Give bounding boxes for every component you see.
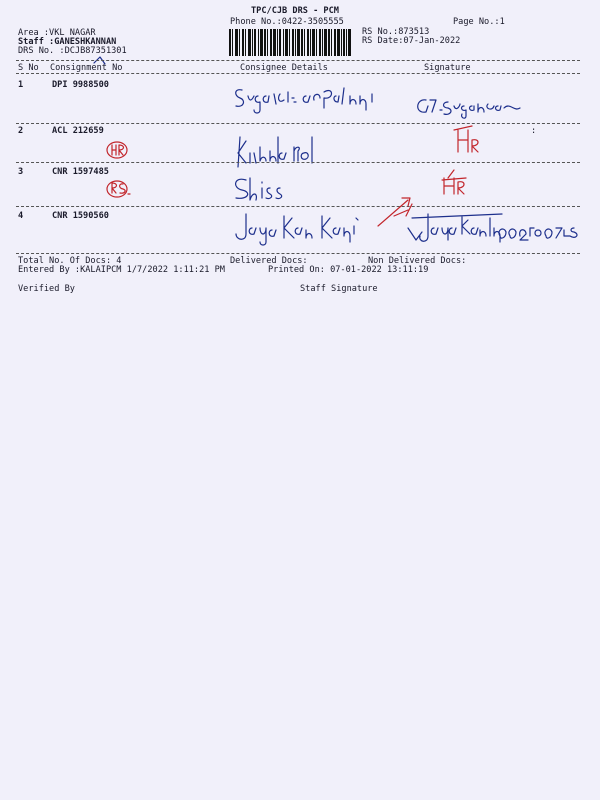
- total-docs: Total No. Of Docs: 4: [18, 256, 122, 266]
- col-header-consignment: Consignment No: [50, 63, 123, 73]
- row-consignment: ACL 212659: [52, 126, 104, 136]
- rs-number: RS No.:873513: [362, 27, 430, 37]
- delivered-docs: Delivered Docs:: [230, 256, 308, 266]
- row-consignment: CNR 1597485: [52, 167, 109, 177]
- verified-by: Verified By: [18, 284, 75, 294]
- rs-stamp-icon: [104, 178, 132, 200]
- handwritten-signature: [448, 122, 484, 156]
- handwritten-consignee: [230, 133, 330, 169]
- handwritten-consignee: [232, 174, 292, 202]
- row-sno: 3: [18, 167, 24, 177]
- col-header-signature: Signature: [424, 63, 471, 73]
- printed-on: Printed On: 07-01-2022 13:11:19: [268, 265, 429, 275]
- row-sno: 2: [18, 126, 24, 136]
- row-sno: 4: [18, 211, 24, 221]
- col-header-sno: S No: [18, 63, 39, 73]
- entered-by: Entered By :KALAIPCM 1/7/2022 1:11:21 PM: [18, 265, 225, 275]
- rs-date: RS Date:07-Jan-2022: [362, 36, 461, 46]
- row-consignment: CNR 1590560: [52, 211, 109, 221]
- divider: [16, 73, 580, 74]
- drs-number: DRS No. :DCJB87351301: [18, 46, 127, 56]
- divider: [16, 60, 580, 61]
- staff-label: Staff :GANESHKANNAN: [18, 37, 117, 47]
- row-sno: 1: [18, 80, 24, 90]
- hr-stamp-icon: [104, 139, 130, 161]
- row-consignment: DPI 9988500: [52, 80, 109, 90]
- divider: [16, 123, 580, 124]
- non-delivered-docs: Non Delivered Docs:: [368, 256, 467, 266]
- page-number: Page No.:1: [453, 17, 505, 27]
- handwritten-signature: [404, 206, 584, 252]
- tick-mark: :: [531, 126, 537, 136]
- handwritten-consignee: [232, 210, 362, 244]
- phone-number: Phone No.:0422-3505555: [230, 17, 344, 27]
- staff-signature: Staff Signature: [300, 284, 378, 294]
- col-header-consignee: Consignee Details: [240, 63, 328, 73]
- divider: [16, 162, 580, 163]
- divider: [16, 253, 580, 254]
- area-label: Area :VKL NAGAR: [18, 28, 96, 38]
- handwritten-signature: [436, 166, 474, 198]
- handwritten-consignee: [232, 84, 382, 114]
- document-title: TPC/CJB DRS - PCM: [251, 6, 339, 16]
- barcode: [229, 29, 351, 56]
- handwritten-signature: [414, 94, 524, 116]
